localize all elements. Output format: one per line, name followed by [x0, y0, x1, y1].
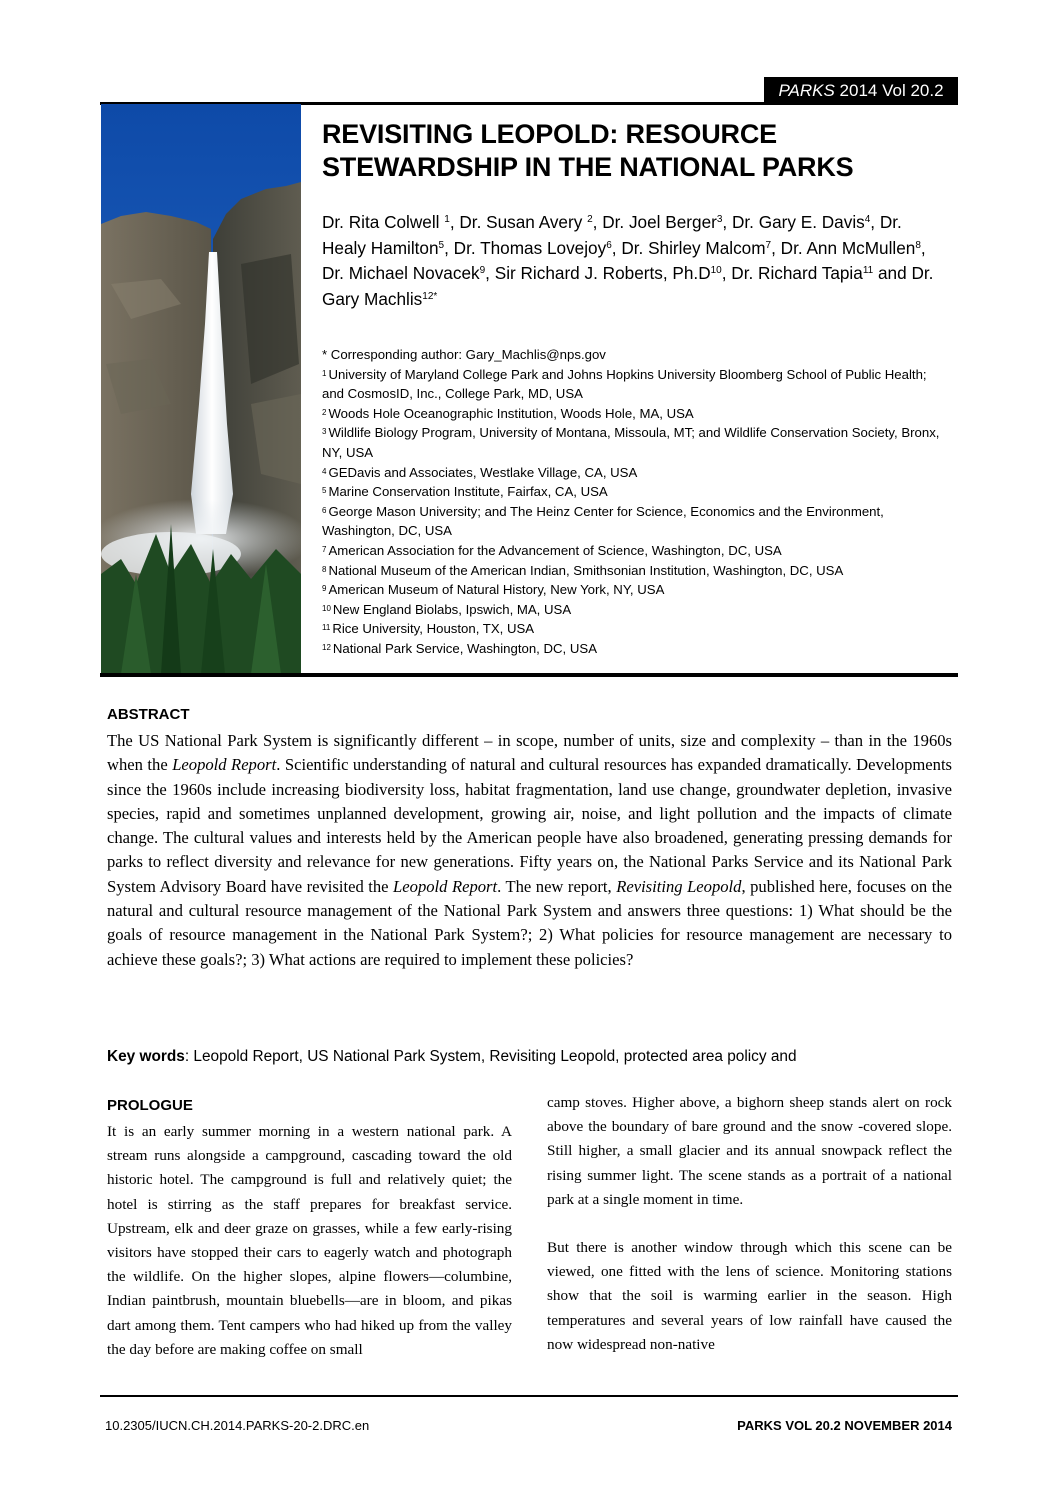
header-divider [100, 673, 958, 677]
author: Dr. Gary E. Davis$^4$, [731, 212, 880, 232]
affiliation-item: $^6$ George Mason University; and The Heinz Center for Science, Economics and the Environment, Washington, DC, USA [322, 503, 884, 539]
author: Dr. Healy Hamilton$^5$, [322, 212, 902, 258]
doi[interactable]: 10.2305/IUCN.CH.2014.PARKS-20-2.DRC.en [105, 1418, 370, 1433]
author-list [322, 210, 950, 312]
article-title [322, 118, 942, 184]
affiliation-item: $^3$ Wildlife Biology Program, University of Montana, Missoula, MT; and Wildlife Conservation Society, Bronx, NY, USA [322, 425, 940, 460]
affiliation-item: $^9$ American Museum of Natural History, New York, NY, USA [322, 582, 665, 598]
journal-issue-tab [764, 77, 958, 104]
waterfall-photo [101, 104, 301, 674]
affiliation-item: $^1$ University of Maryland College Park and Johns Hopkins University Bloomberg School of Public Health; and CosmosID, Inc., College Park, MD, USA [322, 366, 927, 402]
author: Dr. Michael Novacek$^9$, [322, 263, 495, 283]
prologue-column-2 [547, 1091, 952, 1381]
affiliation-item: $^{11}$ Rice University, Houston, TX, USA [322, 621, 535, 637]
keywords-text: : Leopold Report, US National Park System, Revisiting Leopold, protected area policy and [184, 1048, 797, 1065]
author: Dr. Gary Machlis$^{12*}$ [322, 263, 934, 309]
affiliation-item: $^5$ Marine Conservation Institute, Fairfax, CA, USA [322, 484, 608, 500]
issue-info: PARKS VOL 20.2 NOVEMBER 2014 [737, 1418, 952, 1433]
author: Sir Richard J. Roberts, $Ph.D^{10}$, [494, 263, 732, 283]
footer-divider [100, 1395, 958, 1397]
prologue-paragraph: But there is another window through which this scene can be viewed, one fitted with the lens of science. Monitoring stations show that the soil is warming earlier in the season. High temperatures and several years of low rainfall have caused the now widespread non-native [547, 1239, 952, 1353]
affiliation-item: $^{12}$ National Park Service, Washington, DC, USA [322, 640, 598, 656]
title-line-2: STEWARDSHIP IN THE NATIONAL PARKS [322, 152, 854, 182]
affiliations [322, 345, 952, 659]
author: Dr. Shirley Malcom$^7$, [621, 237, 781, 258]
author: Dr. Thomas Lovejoy$^6$, [453, 237, 622, 258]
affiliation-item: $^{10}$ New England Biolabs, Ipswich, MA, USA [322, 601, 572, 617]
abstract-heading: ABSTRACT [107, 706, 190, 723]
affiliation-item: $^7$ American Association for the Advancement of Science, Washington, DC, USA [322, 542, 782, 558]
affiliation-item: $^8$ National Museum of the American Indian, Smithsonian Institution, Washington, DC, USA [322, 562, 844, 578]
author: Dr. Ann McMullen$^8$, [780, 237, 926, 258]
keywords-label: Key words [107, 1048, 185, 1065]
journal-name: PARKS [778, 81, 835, 100]
affiliation-item: $^2$ Woods Hole Oceanographic Institution, Woods Hole, MA, USA [322, 405, 694, 421]
prologue-paragraph: camp stoves. Higher above, a bighorn sheep stands alert on rock above the boundary of bare ground and the snow -covered slope. Still higher, a small glacier and its annual snowpack reflect the rising summer light. The scene stands as a portrait of a national park at a single moment in time. [547, 1094, 952, 1208]
keywords [107, 1048, 952, 1066]
journal-issue: 2014 Vol 20.2 [834, 81, 944, 100]
author: Dr. Richard Tapia$^{11}$ and [731, 263, 912, 283]
author: Dr. Rita Colwell $^1$, [322, 212, 460, 232]
prologue-heading: PROLOGUE [107, 1097, 193, 1114]
author: Dr. Joel Berger$^3$, [602, 212, 732, 232]
author: Dr. Susan Avery $^2$, [459, 212, 603, 232]
corresponding-author[interactable]: * Corresponding author: Gary_Machlis@nps.gov [322, 347, 606, 362]
abstract-text: The US National Park System is significantly different – in scope, number of units, size and complexity – than in the 1960s when the Leopold Report. Scientific understanding of natural and cultural resources has expanded dramatically. Developments since the 1960s include increasing biodiversity loss, habitat fragmentation, land use change, groundwater depletion, invasive species, rapid and sometimes unplanned development, growing air, noise, and light pollution and the impacts of climate change. The cultural values and interests held by the American people have also broadened, generating pressing demands for parks to reflect diversity and relevance for new generations. Fifty years on, the National Parks Service and its National Park System Advisory Board have revisited the Leopold Report. The new report, Revisiting Leopold, published here, focuses on the natural and cultural resource management of the National Park System and answers three questions: 1) What should be the goals of resource management in the National Park System?; 2) What policies for resource management are necessary to achieve these goals?; 3) What actions are required to implement these policies? [107, 731, 953, 969]
affiliation-item: $^4$ GEDavis and Associates, Westlake Village, CA, USA [322, 464, 638, 480]
prologue-column-1: It is an early summer morning in a western national park. A stream runs alongside a campground, cascading toward the old historic hotel. The campground is full and relatively quiet; the hotel is stirring as the staff prepares for breakfast service. Upstream, elk and deer graze on grasses, while a few early-rising visitors have stopped their cars to eagerly watch and photograph the wildlife. On the higher slopes, alpine flowers—columbine, Indian paintbrush, mountain bluebells—are in bloom, and pikas dart among them. Tent campers who had hiked up from the valley the day before are making coffee on small [107, 1123, 512, 1358]
title-line-1: REVISITING LEOPOLD: RESOURCE [322, 119, 777, 149]
